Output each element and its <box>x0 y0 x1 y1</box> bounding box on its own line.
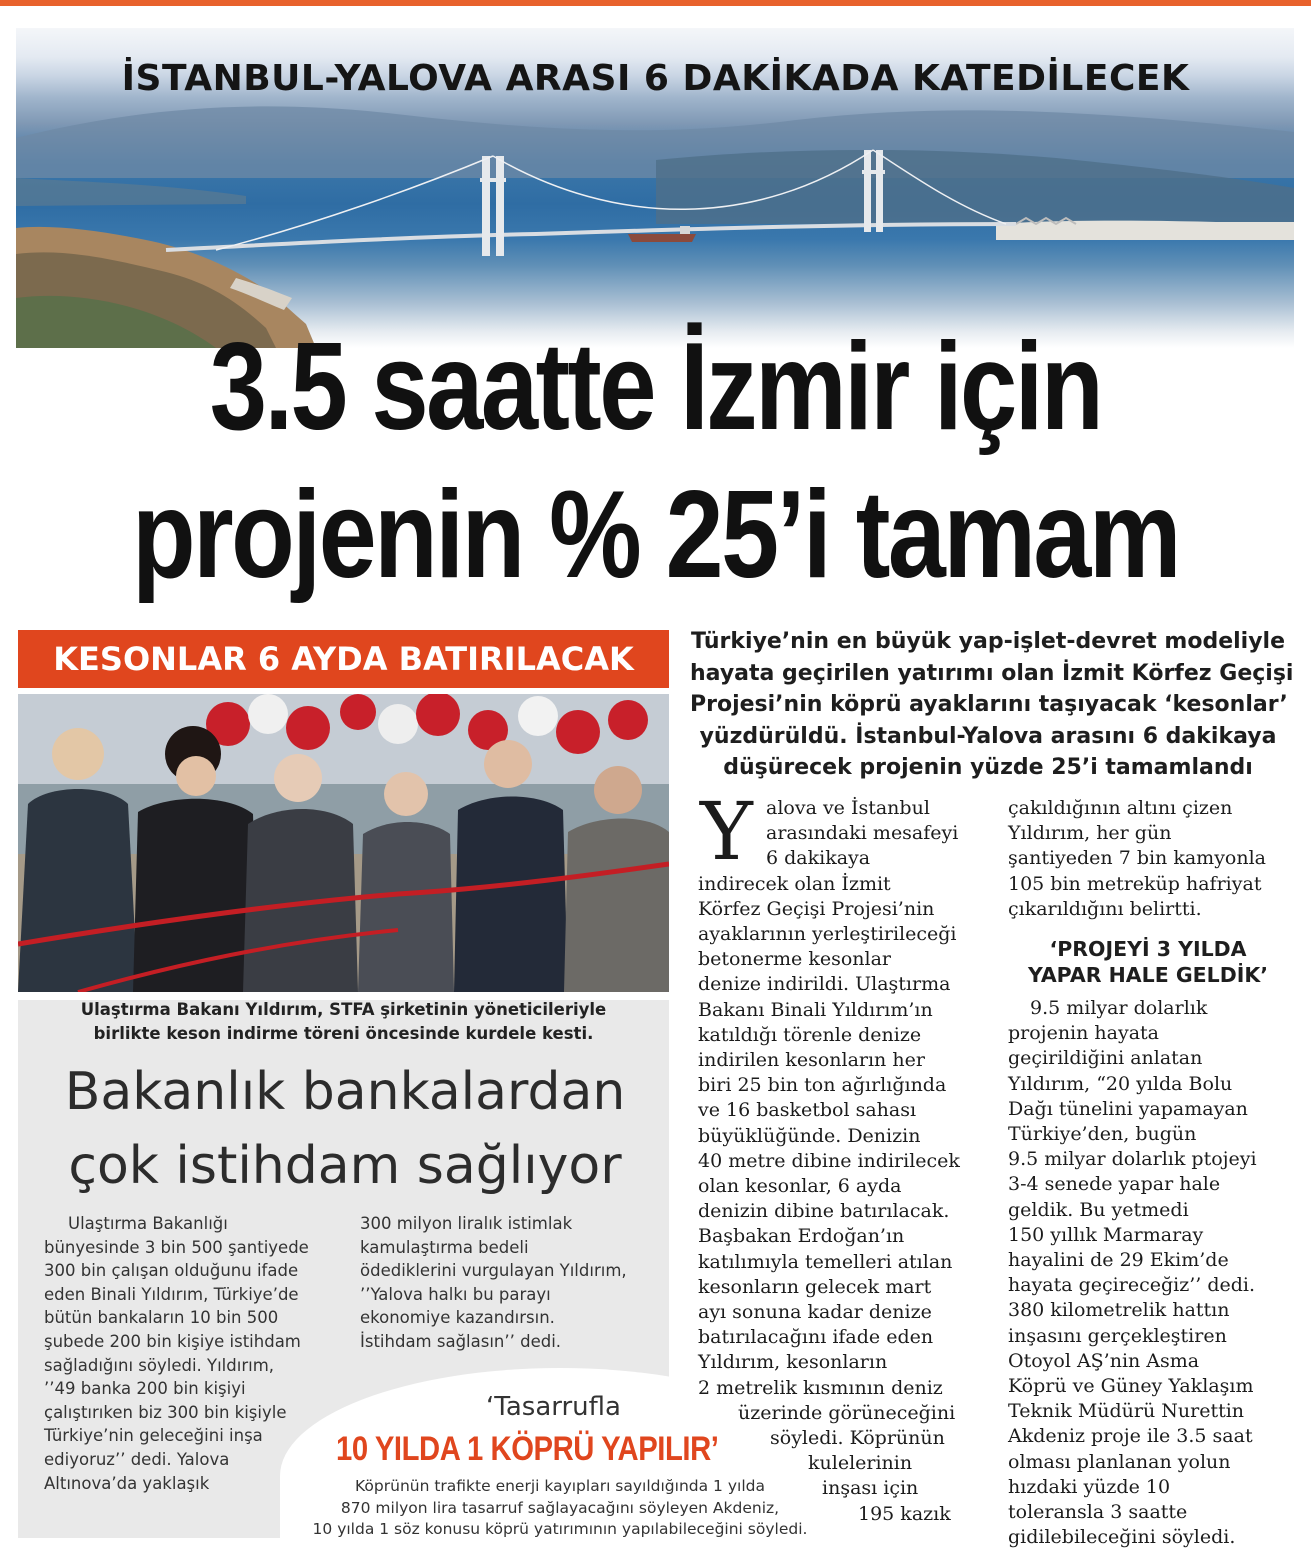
text-line: ödediklerini vurgulayan Yıldırım, <box>360 1261 627 1281</box>
text-line: ekonomiye kazandırsın. <box>360 1308 555 1328</box>
text-line: olan kesonlar, 6 ayda <box>698 1175 902 1198</box>
text-line: gidilebileceğini söyledi. <box>1008 1526 1236 1549</box>
text-line: Otoyol AŞ’nin Asma <box>1008 1349 1200 1372</box>
text-line: 150 yıllık Marmaray <box>1008 1223 1204 1246</box>
text-line: 300 bin çalışan olduğunu ifade <box>44 1261 299 1281</box>
ribbon-cutting-photo <box>18 694 669 992</box>
text-line: 40 metre dibine indirilecek <box>698 1149 960 1172</box>
text-line: üzerinde görüneceğini <box>738 1401 956 1424</box>
text-line: hızdaki yüzde 10 <box>1008 1475 1171 1498</box>
main-headline-line1: 3.5 saatte İzmir için <box>209 318 1102 456</box>
text-line: söyledi. Köprünün <box>770 1427 945 1450</box>
text-line: 9.5 milyar dolarlık <box>1030 997 1208 1019</box>
text-line: çalıştırıken biz 300 bin kişiyle <box>44 1402 287 1422</box>
text-line: Teknik Müdürü Nurettin <box>1008 1400 1245 1423</box>
deck-line: Türkiye’nin en büyük yap-işlet-devret modeliyle <box>690 629 1286 654</box>
subheading-line: ‘PROJEYİ 3 YILDA <box>1049 937 1247 961</box>
text-line: Yıldırım, kesonların <box>698 1351 888 1374</box>
text-line: 195 kazık <box>858 1502 951 1525</box>
text-line: Köprü ve Güney Yaklaşım <box>1008 1375 1254 1398</box>
text-line: sağladığını söyledi. Yıldırım, <box>44 1355 275 1375</box>
deck-line: Projesi’nin köprü ayaklarını taşıyacak ‘kesonlar’ <box>690 692 1288 717</box>
text-line: Türkiye’den, bugün <box>1008 1123 1197 1146</box>
text-line: indirilen kesonların her <box>698 1049 925 1072</box>
article-column-b-top <box>1008 796 1298 922</box>
sidebar-title-line1: Bakanlık bankalardan <box>64 1062 626 1122</box>
text-line: batırılacağını ifade eden <box>698 1326 934 1349</box>
text-line: projenin hayata <box>1008 1022 1159 1045</box>
deck-line: yüzdürüldü. İstanbul-Yalova arasını 6 dakikaya <box>699 723 1277 749</box>
text-line: inşası için <box>822 1477 919 1500</box>
text-line: 105 bin metreküp hafriyat <box>1008 872 1262 895</box>
text-line: hayata geçireceğiz’’ dedi. <box>1008 1274 1256 1297</box>
text-line: inşasını gerçekleştiren <box>1008 1324 1227 1347</box>
text-line: Körfez Geçişi Projesi’nin <box>698 897 935 920</box>
text-line: İstihdam sağlasın’’ dedi. <box>360 1331 562 1351</box>
photo-caption <box>18 998 669 1046</box>
text-line: ayı sonuna kadar denize <box>698 1301 932 1324</box>
text-line: Yıldırım, her gün <box>1008 822 1172 845</box>
drop-cap: Y <box>700 785 753 878</box>
article-column-a <box>698 796 988 1527</box>
text-line: çakıldığının altını çizen <box>1008 797 1233 819</box>
main-headline-line2: projenin % 25’i tamam <box>132 466 1179 604</box>
text-line: 380 kilometrelik hattın <box>1008 1299 1230 1322</box>
subheading-line: YAPAR HALE GELDİK’ <box>1027 963 1269 987</box>
text-line: Yıldırım, “20 yılda Bolu <box>1008 1072 1233 1095</box>
ribbon-cutting-illustration <box>18 694 669 992</box>
caption-line: Ulaştırma Bakanı Yıldırım, STFA şirketinin yöneticileriyle <box>80 1000 607 1019</box>
article-column-b <box>1008 996 1298 1550</box>
text-line: şubede 200 bin kişiye istihdam <box>44 1331 301 1351</box>
caption-line: birlikte keson indirme töreni öncesinde kurdele kesti. <box>93 1024 594 1043</box>
text-line: Altınova’da yaklaşık <box>44 1473 210 1493</box>
text-line: ve 16 basketbol sahası <box>698 1099 917 1122</box>
deck-line: hayata geçirilen yatırımı olan İzmit Körfez Geçişi <box>690 660 1294 686</box>
article-subheading <box>1008 936 1288 988</box>
text-line: toleransla 3 saatte <box>1008 1501 1188 1524</box>
text-line: ’’Yalova halkı bu parayı <box>360 1284 551 1304</box>
sidebar-title-line2: çok istihdam sağlıyor <box>68 1136 622 1196</box>
text-line: 300 milyon liralık istimlak <box>360 1214 573 1233</box>
text-line: Ulaştırma Bakanlığı <box>68 1214 228 1233</box>
text-line: 3-4 senede yapar hale <box>1008 1173 1221 1196</box>
article-deck <box>690 626 1294 784</box>
text-line: Başbakan Erdoğan’ın <box>698 1225 905 1248</box>
text-line: indirecek olan İzmit <box>698 872 891 895</box>
text-line: ediyoruz’’ dedi. Yalova <box>44 1449 230 1469</box>
text-line: biri 25 bin ton ağırlığında <box>698 1074 947 1097</box>
text-line: 870 milyon lira tasarruf sağlayacağını söyleyen Akdeniz, <box>340 1498 780 1517</box>
text-line: arasındaki mesafeyi <box>766 822 959 845</box>
text-line: bütün bankaların 10 bin 500 <box>44 1308 279 1328</box>
text-line: büyüklüğünde. Denizin <box>698 1124 921 1147</box>
text-line: katıldığı törenle denize <box>698 1023 922 1046</box>
text-line: Köprünün trafikte enerji kayıpları sayıldığında 1 yılda <box>355 1477 765 1495</box>
text-line: Dağı tünelini yapamayan <box>1008 1097 1248 1120</box>
text-line: 2 metrelik kısmının deniz <box>698 1376 943 1399</box>
text-line: Türkiye’nin geleceğini inşa <box>44 1426 263 1446</box>
kicker-headline: İSTANBUL-YALOVA ARASI 6 DAKİKADA KATEDİLECEK <box>121 58 1190 99</box>
text-line: hayalini de 29 Ekim’de <box>1008 1249 1229 1272</box>
text-line: 6 dakikaya <box>766 847 871 870</box>
text-line: ’’49 banka 200 bin kişiyi <box>44 1379 246 1399</box>
text-line: geldik. Bu yetmedi <box>1008 1198 1189 1221</box>
text-line: şantiyeden 7 bin kamyonla <box>1008 847 1267 870</box>
deck-line: düşürecek projenin yüzde 25’i tamamlandı <box>723 755 1253 780</box>
text-line: Bakanı Binali Yıldırım’ın <box>698 998 933 1021</box>
text-line: geçirildiğini anlatan <box>1008 1047 1203 1070</box>
callout-lead: ‘Tasarrufla <box>486 1392 621 1422</box>
sub-headline-banner: KESONLAR 6 AYDA BATIRILACAK <box>18 630 669 688</box>
text-line: kulelerinin <box>808 1452 913 1475</box>
text-line: Akdeniz proje ile 3.5 saat <box>1008 1425 1253 1448</box>
text-line: 9.5 milyar dolarlık ptojeyi <box>1008 1148 1257 1171</box>
text-line: betonerme kesonlar <box>698 948 892 971</box>
text-line: katılımıyla temelleri atılan <box>698 1250 953 1273</box>
text-line: eden Binali Yıldırım, Türkiye’de <box>44 1284 299 1304</box>
text-line: bünyesinde 3 bin 500 şantiyede <box>44 1237 309 1257</box>
text-line: çıkarıldığını belirtti. <box>1008 897 1202 920</box>
sidebar-column-2 <box>360 1212 660 1354</box>
text-line: denizin dibine batırılacak. <box>698 1200 950 1223</box>
text-line: kesonların gelecek mart <box>698 1275 932 1298</box>
text-line: olması planlanan yolun <box>1008 1450 1231 1473</box>
text-line: denize indirildi. Ulaştırma <box>698 973 951 996</box>
callout-headline: 10 YILDA 1 KÖPRÜ YAPILIR’ <box>336 1430 719 1468</box>
text-line: 10 yılda 1 söz konusu köprü yatırımının yapılabileceğini söyledi. <box>312 1520 808 1538</box>
text-line: alova ve İstanbul <box>766 797 930 819</box>
top-accent-rule <box>0 0 1311 6</box>
text-line: kamulaştırma bedeli <box>360 1237 529 1257</box>
text-line: ayaklarının yerleştirileceği <box>698 923 957 946</box>
